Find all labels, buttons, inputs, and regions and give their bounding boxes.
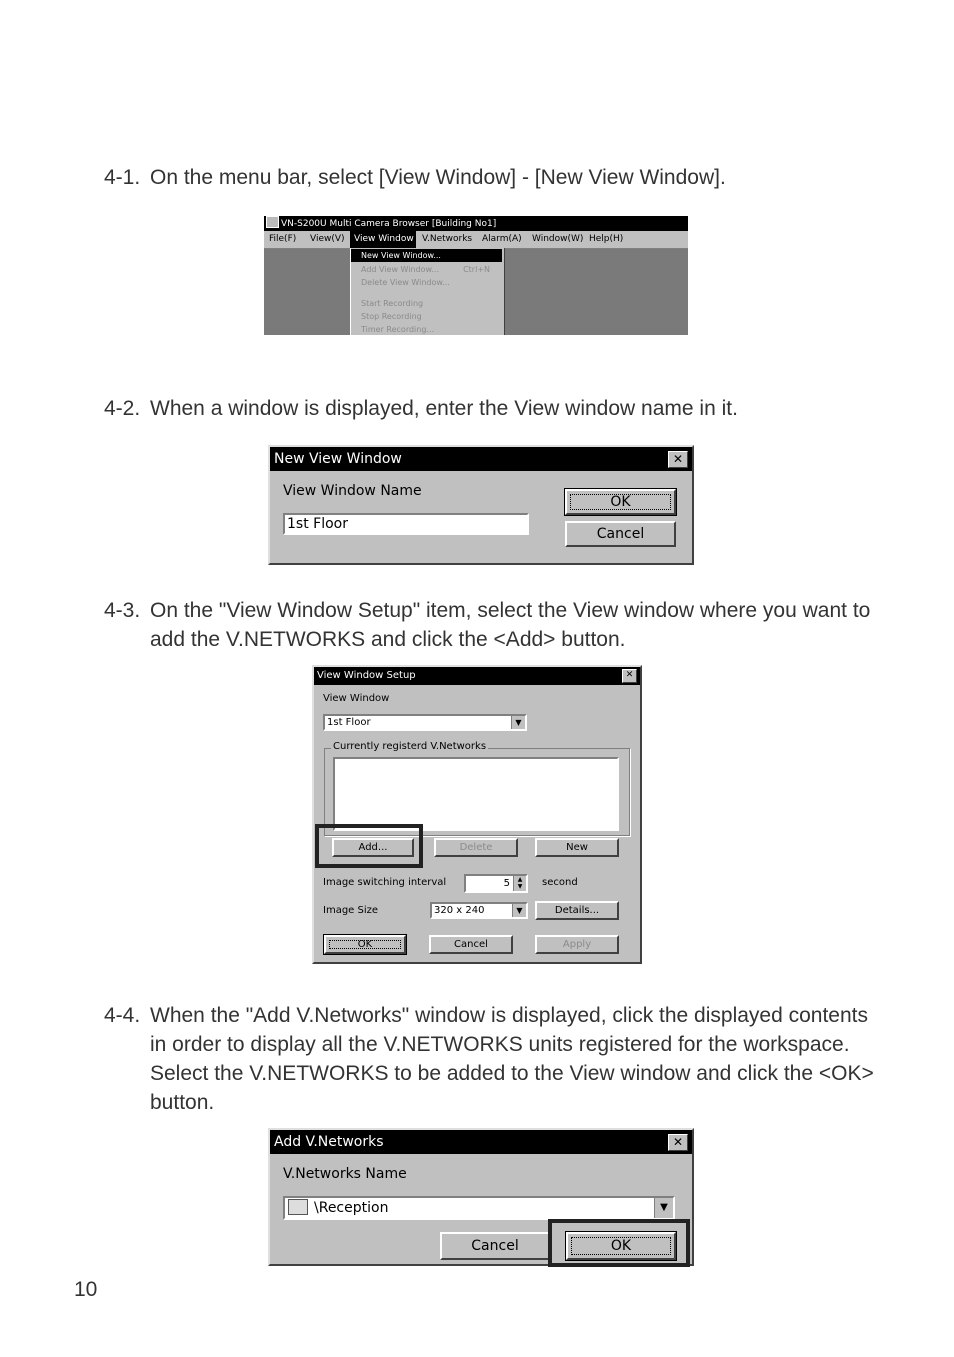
page-number: 10 — [74, 1278, 98, 1301]
image-size-label: Image Size — [323, 905, 379, 916]
new-view-window-dialog — [268, 445, 694, 565]
dialog-title-bar — [270, 447, 692, 471]
menu-alarm[interactable]: Alarm(A) — [482, 234, 522, 244]
cancel-button[interactable]: Cancel — [565, 521, 676, 547]
menu-view-window[interactable]: View Window — [350, 231, 416, 248]
close-icon[interactable]: ✕ — [622, 669, 637, 683]
details-button[interactable]: Details... — [535, 901, 619, 920]
step-4-1 — [104, 163, 884, 192]
menu-item-delete-view-window[interactable] — [351, 276, 502, 289]
chevron-down-icon[interactable]: ▼ — [512, 904, 526, 917]
view-window-dropdown — [350, 248, 505, 335]
v-networks-name-label: V.Networks Name — [283, 1166, 407, 1182]
menu-item-timer-recording[interactable] — [351, 323, 502, 336]
app-title: VN-S200U Multi Camera Browser [Building No1] — [281, 219, 497, 229]
image-size-value: 320 x 240 — [434, 905, 485, 916]
view-window-name-input[interactable]: 1st Floor — [283, 513, 529, 535]
delete-button[interactable]: Delete — [434, 838, 518, 857]
view-window-value: 1st Floor — [327, 717, 371, 728]
step-4-2 — [104, 394, 884, 423]
ok-button-label: OK — [610, 1238, 632, 1254]
step-text: On the "View Window Setup" item, select the View window where you want to add the V.NETWORKS and click the <Add> button. — [150, 599, 871, 651]
step-text: On the menu bar, select [View Window] - [New View Window]. — [150, 166, 726, 189]
app-title-bar — [264, 216, 688, 231]
interval-value: 5 — [503, 878, 510, 889]
focus-rect — [570, 494, 671, 510]
interval-unit: second — [542, 877, 578, 888]
step-4-3 — [104, 596, 884, 654]
spin-down-icon[interactable]: ▼ — [517, 883, 523, 890]
menu-item-label: New View Window... — [361, 251, 441, 260]
menu-v-networks[interactable]: V.Networks — [422, 234, 473, 244]
new-button[interactable]: New — [535, 838, 619, 857]
step-text: When the "Add V.Networks" window is displayed, click the displayed contents in order to display all the V.NETWORKS units registered for the workspace. Select the V.NETWORKS to be added to the View window and click the <OK> button. — [150, 1004, 874, 1114]
registered-v-networks-group — [324, 741, 630, 836]
menu-item-start-recording[interactable] — [351, 297, 502, 310]
app-icon — [266, 216, 279, 228]
menu-window[interactable]: Window(W) — [532, 234, 584, 244]
menu-item-add-view-window[interactable] — [351, 263, 502, 276]
step-number: 4-4. — [104, 1004, 141, 1027]
ok-button-label: OK — [610, 494, 631, 510]
ok-button[interactable] — [565, 489, 676, 515]
step-text: When a window is displayed, enter the View window name in it. — [150, 397, 738, 420]
apply-button[interactable]: Apply — [535, 935, 619, 954]
step-number: 4-3. — [104, 599, 141, 622]
menu-help[interactable]: Help(H) — [589, 234, 624, 244]
spin-up-icon[interactable]: ▲ — [517, 876, 523, 883]
screenshot-menu-bar — [264, 216, 688, 335]
dialog-title: View Window Setup — [317, 670, 416, 681]
cancel-button[interactable]: Cancel — [440, 1232, 550, 1260]
menu-item-label: Add View Window... — [361, 265, 439, 274]
menu-item-stop-recording[interactable] — [351, 310, 502, 323]
view-window-name-label: View Window Name — [283, 483, 422, 499]
menu-bar — [264, 231, 688, 249]
v-networks-name-select[interactable] — [283, 1196, 675, 1220]
menu-item-label: Timer Recording... — [361, 325, 435, 334]
chevron-down-icon[interactable]: ▼ — [511, 716, 525, 729]
menu-view[interactable]: View(V) — [310, 234, 345, 244]
step-4-4 — [104, 1001, 884, 1117]
group-label: Currently registerd V.Networks — [333, 741, 487, 752]
interval-input[interactable] — [464, 874, 528, 893]
step-number: 4-1. — [104, 166, 141, 189]
spin-stepper[interactable] — [513, 876, 526, 891]
focus-rect — [329, 940, 401, 949]
menu-item-label: Start Recording — [361, 299, 424, 308]
view-window-setup-dialog — [312, 665, 642, 964]
add-button[interactable]: Add... — [332, 838, 414, 857]
network-camera-icon — [288, 1199, 308, 1215]
step-number: 4-2. — [104, 397, 141, 420]
view-window-select[interactable] — [323, 714, 527, 731]
menu-item-accelerator: Ctrl+N — [463, 265, 490, 274]
cancel-button[interactable]: Cancel — [429, 935, 513, 954]
menu-item-label: Stop Recording — [361, 312, 422, 321]
interval-label: Image switching interval — [323, 877, 447, 888]
registered-v-networks-list[interactable] — [333, 757, 619, 831]
menu-file[interactable]: File(F) — [269, 234, 297, 244]
chevron-down-icon[interactable]: ▼ — [654, 1198, 673, 1218]
menu-item-label: Delete View Window... — [361, 278, 450, 287]
v-networks-name-value: \Reception — [314, 1200, 389, 1216]
ok-button-highlight — [548, 1219, 690, 1267]
menu-item-new-view-window[interactable] — [351, 249, 502, 262]
view-window-label: View Window — [323, 693, 390, 704]
ok-button[interactable] — [324, 935, 406, 954]
close-icon[interactable]: ✕ — [668, 451, 688, 468]
dialog-title: New View Window — [274, 451, 402, 467]
dialog-title-bar — [270, 1130, 692, 1154]
ok-button-label: OK — [357, 939, 373, 950]
image-size-select[interactable] — [430, 902, 528, 919]
close-icon[interactable]: ✕ — [668, 1134, 688, 1151]
dialog-title: Add V.Networks — [274, 1134, 384, 1150]
dialog-title-bar — [314, 667, 640, 685]
add-button-highlight — [315, 824, 423, 868]
